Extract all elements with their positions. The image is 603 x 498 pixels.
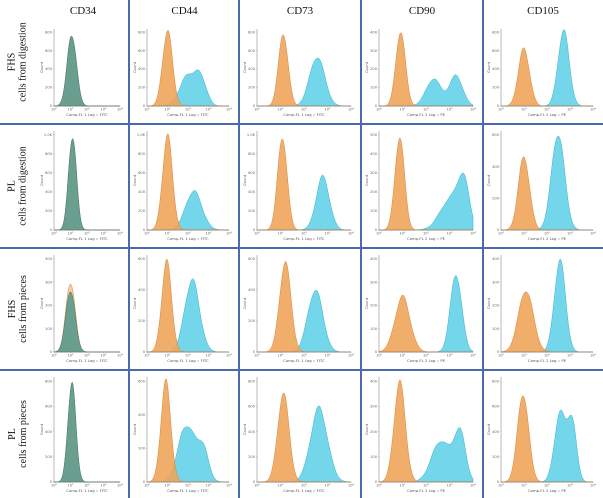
x-tick-label: 10⁴: [469, 231, 477, 236]
y-tick-label: 0: [49, 350, 52, 355]
x-axis-title: Comp-FL 2 Log :: PE: [406, 236, 446, 241]
y-tick-label: 0: [142, 480, 145, 485]
y-axis-title: Count: [486, 297, 491, 310]
y-tick-label: 400: [370, 30, 377, 35]
y-tick-label: 600: [138, 48, 145, 53]
x-tick-label: 10¹: [520, 483, 528, 488]
x-axis-title: Comp-FL 1 Log :: FITC: [66, 358, 108, 363]
x-tick-label: 10¹: [277, 483, 284, 488]
x-axis-title: Comp-FL 2 Log :: PE: [406, 488, 446, 493]
y-tick-label: 800: [492, 379, 499, 384]
column-divider: [482, 0, 484, 498]
x-tick-label: 10⁰: [50, 483, 58, 488]
control-histogram: [501, 292, 593, 352]
histogram-cd90-row-4: [365, 374, 477, 496]
y-tick-label: 200: [248, 85, 255, 90]
row-divider: [0, 247, 603, 249]
x-tick-label: 10⁰: [375, 483, 383, 488]
x-tick-label: 10³: [566, 483, 574, 488]
x-tick-label: 10⁴: [469, 107, 477, 112]
y-axis-title: Count: [364, 423, 369, 436]
column-divider: [128, 0, 130, 498]
y-tick-label: 300: [370, 48, 377, 53]
y-tick-label: 300: [45, 280, 52, 285]
y-tick-label: 200: [45, 303, 52, 308]
x-tick-label: 10³: [566, 231, 574, 236]
x-tick-label: 10³: [100, 353, 107, 358]
x-tick-label: 10¹: [67, 353, 74, 358]
histogram-cd44-row-3: [133, 252, 233, 366]
x-axis-title: Comp-FL 2 Log :: PE: [406, 358, 446, 363]
control-histogram: [501, 48, 593, 106]
x-tick-label: 10⁴: [589, 483, 597, 488]
x-tick-label: 10³: [100, 231, 107, 236]
y-tick-label: 600: [45, 404, 52, 409]
y-tick-label: 400: [45, 257, 52, 262]
x-tick-label: 10³: [446, 353, 453, 358]
x-tick-label: 10²: [422, 483, 430, 488]
y-tick-label: 800: [138, 30, 145, 35]
y-tick-label: 400: [45, 429, 52, 434]
x-tick-label: 10⁴: [469, 483, 477, 488]
plot-axes: [257, 131, 351, 230]
x-tick-label: 10¹: [164, 107, 171, 112]
column-header-cd34: CD34: [69, 5, 97, 17]
y-tick-label: 600: [492, 48, 499, 53]
y-tick-label: 0: [49, 480, 52, 485]
x-tick-label: 10²: [300, 231, 308, 236]
y-tick-label: 400: [248, 67, 255, 72]
y-tick-label: 800: [138, 152, 145, 157]
x-tick-label: 10¹: [399, 483, 406, 488]
x-tick-label: 10¹: [164, 483, 171, 488]
x-tick-label: 10¹: [520, 353, 528, 358]
y-tick-label: 400: [248, 429, 255, 434]
x-axis-title: Comp-FL 1 Log :: FITC: [167, 112, 209, 117]
x-tick-label: 10⁴: [347, 231, 355, 236]
x-tick-label: 10²: [184, 107, 192, 112]
control-histogram: [257, 139, 351, 230]
y-axis-title: Count: [132, 61, 137, 74]
y-tick-label: 200: [370, 67, 377, 72]
x-tick-label: 10⁴: [589, 231, 597, 236]
x-tick-label: 10¹: [399, 353, 406, 358]
column-header-cd44: CD44: [171, 5, 198, 17]
x-tick-label: 10⁰: [497, 107, 505, 112]
y-tick-label: 200: [138, 446, 145, 451]
x-axis-title: Comp-FL 1 Log :: FITC: [167, 358, 209, 363]
x-axis-title: Comp-FL 1 Log :: FITC: [283, 488, 325, 493]
histogram-cd90-row-3: [365, 252, 477, 366]
x-tick-label: 10³: [100, 483, 107, 488]
y-tick-label: 200: [248, 455, 255, 459]
y-tick-label: 200: [370, 190, 377, 195]
x-axis-title: Comp-FL 2 Log :: PE: [406, 112, 446, 117]
x-tick-label: 10⁰: [497, 483, 505, 488]
stained-histogram: [257, 58, 351, 106]
x-tick-label: 10²: [422, 353, 430, 358]
x-tick-label: 10⁰: [375, 353, 383, 358]
y-axis-title: Count: [364, 174, 369, 187]
y-tick-label: 0: [374, 104, 377, 109]
stained-histogram: [54, 292, 120, 352]
x-axis-title: Comp-FL 1 Log :: FITC: [167, 236, 209, 241]
y-tick-label: 0: [496, 228, 499, 233]
y-tick-label: 800: [248, 379, 255, 384]
x-tick-label: 10²: [300, 353, 308, 358]
y-tick-label: 0: [374, 480, 377, 485]
x-tick-label: 10³: [446, 231, 453, 236]
y-tick-label: 0: [49, 104, 52, 109]
x-tick-label: 10²: [184, 353, 192, 358]
y-tick-label: 0: [252, 104, 255, 109]
x-tick-label: 10⁴: [225, 231, 233, 236]
y-axis-title: Count: [364, 61, 369, 74]
x-tick-label: 10⁴: [589, 107, 597, 112]
y-tick-label: 600: [138, 257, 145, 262]
y-tick-label: 400: [138, 413, 145, 417]
x-tick-label: 10⁰: [253, 483, 261, 488]
y-tick-label: 0: [496, 480, 499, 485]
y-tick-label: 300: [370, 171, 377, 176]
y-tick-label: 0: [252, 480, 255, 485]
y-tick-label: 100: [370, 85, 377, 90]
y-tick-label: 200: [45, 85, 52, 90]
row-divider: [0, 123, 603, 125]
stained-histogram: [54, 382, 120, 482]
x-tick-label: 10⁰: [497, 231, 505, 236]
histogram-cd34-row-3: [40, 252, 124, 366]
y-tick-label: 600: [248, 48, 255, 53]
y-tick-label: 200: [45, 455, 52, 459]
y-tick-label: 200: [138, 209, 145, 214]
y-axis-title: Count: [39, 174, 44, 187]
x-tick-label: 10²: [543, 353, 551, 358]
y-tick-label: 400: [492, 429, 499, 434]
y-tick-label: 200: [370, 303, 377, 308]
y-tick-label: 0: [142, 228, 145, 233]
y-tick-label: 100: [45, 326, 52, 331]
stained-histogram: [257, 175, 351, 230]
histogram-cd44-row-4: [133, 374, 233, 496]
x-tick-label: 10⁰: [50, 107, 58, 112]
y-tick-label: 400: [370, 152, 377, 157]
row-label-pl-digestion: PL cells from digestion: [7, 146, 29, 226]
x-tick-label: 10²: [83, 353, 91, 358]
column-divider: [360, 0, 362, 498]
y-tick-label: 300: [370, 404, 377, 409]
x-tick-label: 10⁰: [375, 107, 383, 112]
x-axis-title: Comp-FL 2 Log :: PE: [527, 488, 567, 493]
histogram-cd105-row-4: [487, 374, 597, 496]
histogram-cd73-row-1: [243, 26, 355, 120]
x-tick-label: 10⁴: [347, 353, 355, 358]
y-tick-label: 0: [142, 350, 145, 355]
stained-histogram: [257, 290, 351, 352]
x-tick-label: 10⁰: [143, 107, 151, 112]
y-tick-label: 100: [370, 455, 377, 459]
x-tick-label: 10⁴: [116, 353, 124, 358]
y-tick-label: 200: [370, 429, 377, 434]
row-label-fhs-digestion: FHS cells from digestion: [7, 22, 29, 102]
y-tick-label: 400: [248, 288, 255, 293]
x-tick-label: 10⁰: [375, 231, 383, 236]
stained-histogram: [257, 406, 351, 482]
x-tick-label: 10¹: [67, 483, 74, 488]
histogram-cd44-row-1: [133, 26, 233, 120]
y-tick-label: 400: [492, 164, 499, 169]
y-axis-title: Count: [132, 423, 137, 436]
x-axis-title: Comp-FL 1 Log :: FITC: [283, 236, 325, 241]
y-tick-label: 200: [492, 196, 499, 201]
y-tick-label: 600: [248, 404, 255, 409]
x-axis-title: Comp-FL 2 Log :: PE: [527, 236, 567, 241]
x-tick-label: 10⁰: [143, 353, 151, 358]
y-tick-label: 0: [496, 350, 499, 355]
x-tick-label: 10³: [446, 107, 453, 112]
y-tick-label: 400: [492, 257, 499, 262]
column-divider: [238, 0, 240, 498]
histogram-cd34-row-1: [40, 26, 124, 120]
y-tick-label: 600: [138, 171, 145, 176]
x-tick-label: 10⁰: [143, 483, 151, 488]
y-tick-label: 800: [248, 30, 255, 35]
y-axis-title: Count: [242, 174, 247, 187]
y-tick-label: 600: [492, 404, 499, 409]
x-tick-label: 10¹: [277, 231, 284, 236]
y-tick-label: 600: [138, 379, 145, 384]
x-tick-label: 10¹: [399, 107, 406, 112]
y-tick-label: 400: [492, 67, 499, 72]
y-axis-title: Count: [364, 297, 369, 310]
control-histogram: [54, 139, 120, 230]
y-tick-label: 500: [370, 133, 377, 138]
y-axis-title: Count: [486, 174, 491, 187]
x-tick-label: 10⁴: [347, 483, 355, 488]
x-tick-label: 10³: [324, 483, 331, 488]
x-tick-label: 10¹: [277, 107, 284, 112]
histogram-cd34-row-4: [40, 374, 124, 496]
x-tick-label: 10¹: [277, 353, 284, 358]
y-tick-label: 1.0K: [136, 133, 145, 138]
x-axis-title: Comp-FL 1 Log :: FITC: [66, 488, 108, 493]
y-tick-label: 0: [252, 350, 255, 355]
stained-histogram: [54, 36, 120, 106]
y-tick-label: 400: [138, 288, 145, 293]
x-tick-label: 10³: [324, 231, 331, 236]
y-tick-label: 0: [142, 104, 145, 109]
x-axis-title: Comp-FL 1 Log :: FITC: [66, 236, 108, 241]
x-tick-label: 10⁰: [50, 353, 58, 358]
y-tick-label: 800: [45, 379, 52, 384]
x-tick-label: 10⁴: [589, 353, 597, 358]
y-tick-label: 200: [492, 303, 499, 308]
x-tick-label: 10²: [543, 107, 551, 112]
y-tick-label: 0: [49, 228, 52, 233]
y-tick-label: 100: [370, 326, 377, 331]
x-tick-label: 10¹: [520, 231, 528, 236]
y-tick-label: 200: [492, 455, 499, 459]
plot-axes: [54, 131, 120, 230]
row-label-fhs-pieces: FHS cells from pieces: [7, 275, 29, 343]
histogram-cd90-row-1: [365, 26, 477, 120]
x-tick-label: 10⁰: [50, 231, 58, 236]
y-tick-label: 200: [492, 85, 499, 90]
x-tick-label: 10²: [543, 231, 551, 236]
y-tick-label: 800: [45, 152, 52, 157]
x-tick-label: 10³: [100, 107, 107, 112]
x-tick-label: 10³: [205, 353, 212, 358]
y-axis-title: Count: [242, 61, 247, 74]
x-axis-title: Comp-FL 1 Log :: FITC: [167, 488, 209, 493]
x-tick-label: 10²: [543, 483, 551, 488]
y-tick-label: 400: [138, 190, 145, 195]
y-tick-label: 400: [370, 379, 377, 384]
y-axis-title: Count: [132, 174, 137, 187]
x-tick-label: 10⁰: [253, 231, 261, 236]
x-tick-label: 10²: [83, 483, 91, 488]
y-tick-label: 200: [248, 319, 255, 324]
y-tick-label: 600: [492, 133, 499, 138]
y-axis-title: Count: [39, 61, 44, 74]
histogram-cd90-row-2: [365, 128, 477, 244]
x-tick-label: 10⁴: [116, 107, 124, 112]
x-tick-label: 10⁰: [253, 353, 261, 358]
y-axis-title: Count: [242, 423, 247, 436]
x-tick-label: 10⁴: [225, 107, 233, 112]
x-tick-label: 10⁰: [497, 353, 505, 358]
x-tick-label: 10³: [205, 231, 212, 236]
y-tick-label: 400: [248, 190, 255, 195]
y-tick-label: 400: [45, 190, 52, 195]
y-tick-label: 600: [248, 171, 255, 176]
y-tick-label: 0: [374, 228, 377, 233]
y-tick-label: 600: [45, 171, 52, 176]
y-tick-label: 0: [374, 350, 377, 355]
x-tick-label: 10¹: [67, 231, 74, 236]
x-axis-title: Comp-FL 2 Log :: PE: [527, 112, 567, 117]
y-tick-label: 200: [138, 319, 145, 324]
y-axis-title: Count: [132, 297, 137, 310]
x-tick-label: 10²: [184, 231, 192, 236]
x-tick-label: 10²: [300, 483, 308, 488]
x-tick-label: 10²: [83, 107, 91, 112]
y-tick-label: 400: [45, 67, 52, 72]
histogram-cd73-row-4: [243, 374, 355, 496]
y-tick-label: 800: [492, 30, 499, 35]
y-axis-title: Count: [486, 423, 491, 436]
y-axis-title: Count: [486, 61, 491, 74]
y-tick-label: 100: [370, 209, 377, 214]
x-tick-label: 10³: [324, 107, 331, 112]
x-tick-label: 10⁴: [225, 353, 233, 358]
histogram-cd105-row-3: [487, 252, 597, 366]
y-axis-title: Count: [39, 297, 44, 310]
y-tick-label: 800: [45, 30, 52, 35]
plot-axes: [257, 29, 351, 106]
histogram-cd105-row-1: [487, 26, 597, 120]
x-axis-title: Comp-FL 2 Log :: PE: [527, 358, 567, 363]
y-tick-label: 200: [138, 85, 145, 90]
x-tick-label: 10²: [422, 231, 430, 236]
x-axis-title: Comp-FL 1 Log :: FITC: [283, 112, 325, 117]
histogram-cd73-row-3: [243, 252, 355, 366]
y-tick-label: 300: [492, 280, 499, 285]
y-tick-label: 300: [370, 280, 377, 285]
x-tick-label: 10⁴: [225, 483, 233, 488]
x-tick-label: 10⁴: [469, 353, 477, 358]
x-tick-label: 10³: [566, 353, 574, 358]
y-tick-label: 800: [248, 152, 255, 157]
x-tick-label: 10³: [205, 107, 212, 112]
x-tick-label: 10¹: [164, 231, 171, 236]
x-tick-label: 10⁰: [253, 107, 261, 112]
y-axis-title: Count: [242, 297, 247, 310]
histogram-cd34-row-2: [40, 128, 124, 244]
y-tick-label: 600: [45, 48, 52, 53]
x-tick-label: 10¹: [520, 107, 528, 112]
x-tick-label: 10³: [324, 353, 331, 358]
x-tick-label: 10¹: [164, 353, 171, 358]
x-tick-label: 10⁴: [116, 231, 124, 236]
x-tick-label: 10²: [83, 231, 91, 236]
y-tick-label: 200: [45, 209, 52, 214]
y-tick-label: 0: [496, 104, 499, 109]
column-header-cd105: CD105: [527, 5, 559, 17]
x-tick-label: 10³: [446, 483, 453, 488]
y-tick-label: 100: [492, 326, 499, 331]
y-tick-label: 1.0K: [43, 133, 52, 138]
stained-histogram: [54, 139, 120, 230]
column-header-cd73: CD73: [286, 5, 314, 17]
x-tick-label: 10¹: [67, 107, 74, 112]
y-tick-label: 400: [370, 257, 377, 262]
y-tick-label: 400: [138, 67, 145, 72]
histogram-cd44-row-2: [133, 128, 233, 244]
histogram-cd105-row-2: [487, 128, 597, 244]
x-axis-title: Comp-FL 1 Log :: FITC: [283, 358, 325, 363]
column-header-cd90: CD90: [408, 5, 436, 17]
histogram-cd73-row-2: [243, 128, 355, 244]
x-tick-label: 10²: [422, 107, 430, 112]
y-tick-label: 1.0K: [246, 133, 255, 138]
row-divider: [0, 369, 603, 371]
y-tick-label: 200: [248, 209, 255, 214]
x-tick-label: 10²: [184, 483, 192, 488]
x-tick-label: 10⁴: [347, 107, 355, 112]
y-axis-title: Count: [39, 423, 44, 436]
y-tick-label: 0: [252, 228, 255, 233]
x-tick-label: 10²: [300, 107, 308, 112]
y-tick-label: 600: [248, 257, 255, 262]
x-axis-title: Comp-FL 1 Log :: FITC: [66, 112, 108, 117]
x-tick-label: 10⁰: [143, 231, 151, 236]
x-tick-label: 10³: [566, 107, 574, 112]
x-tick-label: 10³: [205, 483, 212, 488]
x-tick-label: 10¹: [399, 231, 406, 236]
row-label-pl-pieces: PL cells from pieces: [7, 400, 29, 468]
x-tick-label: 10⁴: [116, 483, 124, 488]
